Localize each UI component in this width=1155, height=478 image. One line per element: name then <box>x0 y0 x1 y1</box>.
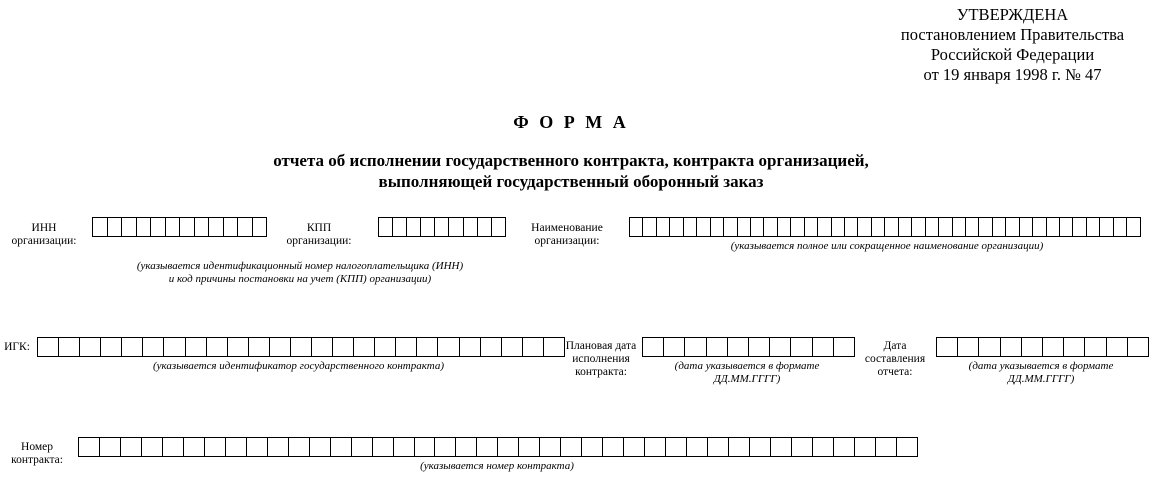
org-name-input-cell[interactable] <box>1005 217 1019 237</box>
inn-input-cell[interactable] <box>208 217 224 237</box>
report-date-input-cell[interactable] <box>1084 337 1106 357</box>
planned-date-hint-line-2: ДД.ММ.ГГГГ) <box>713 373 781 385</box>
igk-input-cell[interactable] <box>459 337 481 357</box>
igk-input-cell[interactable] <box>269 337 291 357</box>
report-date-label-line-3: отчета: <box>877 366 913 378</box>
inn-input-cell[interactable] <box>237 217 253 237</box>
inn-label-line-1: ИНН <box>31 222 57 234</box>
igk-input-cell[interactable] <box>121 337 143 357</box>
planned-date-input-cell[interactable] <box>812 337 834 357</box>
org-name-input-cell[interactable] <box>750 217 764 237</box>
contract-number-input-cell[interactable] <box>644 437 666 457</box>
planned-date-label <box>558 340 644 379</box>
contract-number-input-cell[interactable] <box>665 437 687 457</box>
planned-date-input-cell[interactable] <box>642 337 664 357</box>
kpp-input-cell[interactable] <box>491 217 506 237</box>
planned-date-input-cell[interactable] <box>706 337 728 357</box>
org-name-input-cell[interactable] <box>763 217 777 237</box>
org-name-input-cell[interactable] <box>1032 217 1046 237</box>
org-name-input-cell[interactable] <box>804 217 818 237</box>
org-name-input-cell[interactable] <box>1113 217 1127 237</box>
org-name-input-cell[interactable] <box>710 217 724 237</box>
org-name-input-cell[interactable] <box>1126 217 1140 237</box>
contract-number-input-cell[interactable] <box>78 437 100 457</box>
form-title: Ф О Р М А <box>513 112 629 132</box>
contract-number-input-cell[interactable] <box>539 437 561 457</box>
org-name-input-cell[interactable] <box>952 217 966 237</box>
kpp-input-cell[interactable] <box>434 217 449 237</box>
igk-input-cell[interactable] <box>37 337 59 357</box>
contract-number-input-cell[interactable] <box>372 437 394 457</box>
contract-number-input-cell[interactable] <box>434 437 456 457</box>
report-date-input-cell[interactable] <box>957 337 979 357</box>
igk-input-cell[interactable] <box>185 337 207 357</box>
planned-date-input-cell[interactable] <box>833 337 855 357</box>
inn-input-cell[interactable] <box>121 217 137 237</box>
contract-number-input-cell[interactable] <box>476 437 498 457</box>
kpp-input-cell[interactable] <box>392 217 407 237</box>
form-subtitle-line-1: отчета об исполнении государственного контракта, контракта организацией, <box>273 151 869 170</box>
inn-input[interactable] <box>92 217 267 237</box>
igk-input[interactable] <box>37 337 565 357</box>
org-name-input-cell[interactable] <box>1072 217 1086 237</box>
org-name-input-cell[interactable] <box>965 217 979 237</box>
igk-input-cell[interactable] <box>437 337 459 357</box>
org-name-input-cell[interactable] <box>831 217 845 237</box>
org-name-input-cell[interactable] <box>871 217 885 237</box>
org-name-input-cell[interactable] <box>723 217 737 237</box>
org-name-input-cell[interactable] <box>898 217 912 237</box>
inn-label-line-2: организации: <box>11 235 77 247</box>
contract-number-input-cell[interactable] <box>288 437 310 457</box>
org-name-input-cell[interactable] <box>925 217 939 237</box>
inn-input-cell[interactable] <box>107 217 123 237</box>
org-name-input-cell[interactable] <box>992 217 1006 237</box>
contract-number-input-cell[interactable] <box>99 437 121 457</box>
contract-number-input-cell[interactable] <box>267 437 289 457</box>
inn-kpp-hint-line-2: и код причины постановки на учет (КПП) организации) <box>168 273 432 285</box>
contract-number-label-line-2: контракта: <box>11 454 63 466</box>
report-date-input-cell[interactable] <box>936 337 958 357</box>
planned-date-label-line-2: исполнения <box>572 353 630 365</box>
contract-number-input-cell[interactable] <box>770 437 792 457</box>
contract-number-input[interactable] <box>78 437 918 457</box>
planned-date-input-cell[interactable] <box>748 337 770 357</box>
inn-input-cell[interactable] <box>194 217 210 237</box>
contract-number-input-cell[interactable] <box>497 437 519 457</box>
contract-number-input-cell[interactable] <box>141 437 163 457</box>
form-subtitle-line-2: выполняющей государственный оборонный заказ <box>378 172 764 191</box>
approval-line-1: УТВЕРЖДЕНА <box>956 5 1069 24</box>
kpp-input-cell[interactable] <box>477 217 492 237</box>
planned-date-input-cell[interactable] <box>663 337 685 357</box>
report-date-hint-line-1: (дата указывается в формате <box>968 360 1114 372</box>
report-date-input-cell[interactable] <box>1000 337 1022 357</box>
kpp-input-cell[interactable] <box>420 217 435 237</box>
igk-input-cell[interactable] <box>290 337 312 357</box>
igk-input-cell[interactable] <box>142 337 164 357</box>
org-name-input-cell[interactable] <box>629 217 643 237</box>
org-name-input-cell[interactable] <box>1019 217 1033 237</box>
org-name-input-cell[interactable] <box>1086 217 1100 237</box>
igk-input-cell[interactable] <box>374 337 396 357</box>
igk-input-cell[interactable] <box>395 337 417 357</box>
contract-number-input-cell[interactable] <box>120 437 142 457</box>
contract-number-input-cell[interactable] <box>602 437 624 457</box>
inn-input-cell[interactable] <box>223 217 239 237</box>
igk-input-cell[interactable] <box>227 337 249 357</box>
kpp-input-cell[interactable] <box>463 217 478 237</box>
org-name-input-cell[interactable] <box>817 217 831 237</box>
inn-input-cell[interactable] <box>150 217 166 237</box>
contract-number-hint: (указывается номер контракта) <box>420 460 574 472</box>
contract-number-input-cell[interactable] <box>560 437 582 457</box>
org-name-input[interactable] <box>629 217 1141 237</box>
contract-number-input-cell[interactable] <box>854 437 876 457</box>
report-date-label-line-1: Дата <box>883 340 907 352</box>
planned-date-hint <box>642 360 852 386</box>
igk-input-cell[interactable] <box>311 337 333 357</box>
igk-input-cell[interactable] <box>501 337 523 357</box>
org-name-input-cell[interactable] <box>696 217 710 237</box>
report-date-input-cell[interactable] <box>1021 337 1043 357</box>
contract-number-input-cell[interactable] <box>351 437 373 457</box>
contract-number-input-cell[interactable] <box>330 437 352 457</box>
org-name-input-cell[interactable] <box>737 217 751 237</box>
contract-number-input-cell[interactable] <box>875 437 897 457</box>
planned-date-input-cell[interactable] <box>727 337 749 357</box>
planned-date-label-line-3: контракта: <box>575 366 627 378</box>
contract-number-input-cell[interactable] <box>246 437 268 457</box>
approval-line-4: от 19 января 1998 г. № 47 <box>923 65 1102 84</box>
org-name-label-line-1: Наименование <box>531 222 603 234</box>
igk-input-cell[interactable] <box>163 337 185 357</box>
approval-line-2: постановлением Правительства <box>900 25 1125 44</box>
kpp-input[interactable] <box>378 217 506 237</box>
igk-input-cell[interactable] <box>480 337 502 357</box>
org-name-label <box>524 222 610 248</box>
org-name-label-line-2: организации: <box>534 235 600 247</box>
planned-date-input-cell[interactable] <box>684 337 706 357</box>
contract-number-label <box>2 441 72 467</box>
org-name-input-cell[interactable] <box>1046 217 1060 237</box>
planned-date-input-cell[interactable] <box>769 337 791 357</box>
contract-number-input-cell[interactable] <box>791 437 813 457</box>
contract-number-label-line-1: Номер <box>21 441 53 453</box>
inn-kpp-hint-line-1: (указывается идентификационный номер налогоплательщика (ИНН) <box>136 260 464 272</box>
igk-label: ИГК: <box>4 341 30 353</box>
contract-number-input-cell[interactable] <box>183 437 205 457</box>
org-name-input-cell[interactable] <box>683 217 697 237</box>
org-name-input-cell[interactable] <box>1059 217 1073 237</box>
kpp-input-cell[interactable] <box>448 217 463 237</box>
inn-input-cell[interactable] <box>179 217 195 237</box>
org-name-input-cell[interactable] <box>884 217 898 237</box>
contract-number-input-cell[interactable] <box>728 437 750 457</box>
report-date-label <box>856 340 934 379</box>
igk-input-cell[interactable] <box>248 337 270 357</box>
planned-date-hint-line-1: (дата указывается в формате <box>674 360 820 372</box>
contract-number-input-cell[interactable] <box>455 437 477 457</box>
report-date-input-cell[interactable] <box>1063 337 1085 357</box>
report-date-input[interactable] <box>936 337 1149 357</box>
igk-input-cell[interactable] <box>100 337 122 357</box>
form-subtitle <box>0 150 1142 192</box>
inn-input-cell[interactable] <box>252 217 268 237</box>
contract-number-input-cell[interactable] <box>707 437 729 457</box>
contract-number-input-cell[interactable] <box>686 437 708 457</box>
org-name-input-cell[interactable] <box>790 217 804 237</box>
igk-input-cell[interactable] <box>522 337 544 357</box>
contract-number-input-cell[interactable] <box>414 437 436 457</box>
igk-hint: (указывается идентификатор государственного контракта) <box>153 360 444 372</box>
igk-input-cell[interactable] <box>206 337 228 357</box>
kpp-label-line-1: КПП <box>306 222 332 234</box>
report-date-hint <box>936 360 1146 386</box>
report-date-label-line-2: составления <box>864 353 926 365</box>
igk-input-cell[interactable] <box>58 337 80 357</box>
org-name-input-cell[interactable] <box>777 217 791 237</box>
contract-number-input-cell[interactable] <box>896 437 918 457</box>
report-date-input-cell[interactable] <box>978 337 1000 357</box>
kpp-input-cell[interactable] <box>378 217 393 237</box>
kpp-label <box>280 222 358 248</box>
inn-input-cell[interactable] <box>136 217 152 237</box>
kpp-label-line-2: организации: <box>286 235 352 247</box>
org-name-input-cell[interactable] <box>669 217 683 237</box>
inn-label <box>4 222 84 248</box>
contract-number-input-cell[interactable] <box>393 437 415 457</box>
planned-date-label-line-1: Плановая дата <box>565 340 637 352</box>
contract-number-input-cell[interactable] <box>518 437 540 457</box>
org-name-input-cell[interactable] <box>911 217 925 237</box>
contract-number-input-cell[interactable] <box>623 437 645 457</box>
contract-number-input-cell[interactable] <box>749 437 771 457</box>
org-name-input-cell[interactable] <box>938 217 952 237</box>
report-date-hint-line-2: ДД.ММ.ГГГГ) <box>1007 373 1075 385</box>
org-name-input-cell[interactable] <box>656 217 670 237</box>
contract-number-input-cell[interactable] <box>581 437 603 457</box>
contract-number-input-cell[interactable] <box>309 437 331 457</box>
igk-input-cell[interactable] <box>332 337 354 357</box>
org-name-input-cell[interactable] <box>642 217 656 237</box>
igk-input-cell[interactable] <box>79 337 101 357</box>
contract-number-input-cell[interactable] <box>833 437 855 457</box>
igk-input-cell[interactable] <box>416 337 438 357</box>
contract-number-input-cell[interactable] <box>225 437 247 457</box>
report-date-input-cell[interactable] <box>1127 337 1149 357</box>
org-name-hint: (указывается полное или сокращенное наименование организации) <box>730 240 1044 252</box>
igk-input-cell[interactable] <box>353 337 375 357</box>
org-name-input-cell[interactable] <box>844 217 858 237</box>
org-name-input-cell[interactable] <box>978 217 992 237</box>
planned-date-input[interactable] <box>642 337 855 357</box>
inn-input-cell[interactable] <box>92 217 108 237</box>
report-date-input-cell[interactable] <box>1106 337 1128 357</box>
approval-stamp <box>880 5 1145 85</box>
kpp-input-cell[interactable] <box>406 217 421 237</box>
approval-line-3: Российской Федерации <box>930 45 1095 64</box>
planned-date-input-cell[interactable] <box>790 337 812 357</box>
contract-number-input-cell[interactable] <box>812 437 834 457</box>
report-date-input-cell[interactable] <box>1042 337 1064 357</box>
inn-input-cell[interactable] <box>165 217 181 237</box>
org-name-input-cell[interactable] <box>1099 217 1113 237</box>
inn-kpp-hint <box>60 260 540 286</box>
contract-number-input-cell[interactable] <box>162 437 184 457</box>
contract-number-input-cell[interactable] <box>204 437 226 457</box>
org-name-input-cell[interactable] <box>857 217 871 237</box>
